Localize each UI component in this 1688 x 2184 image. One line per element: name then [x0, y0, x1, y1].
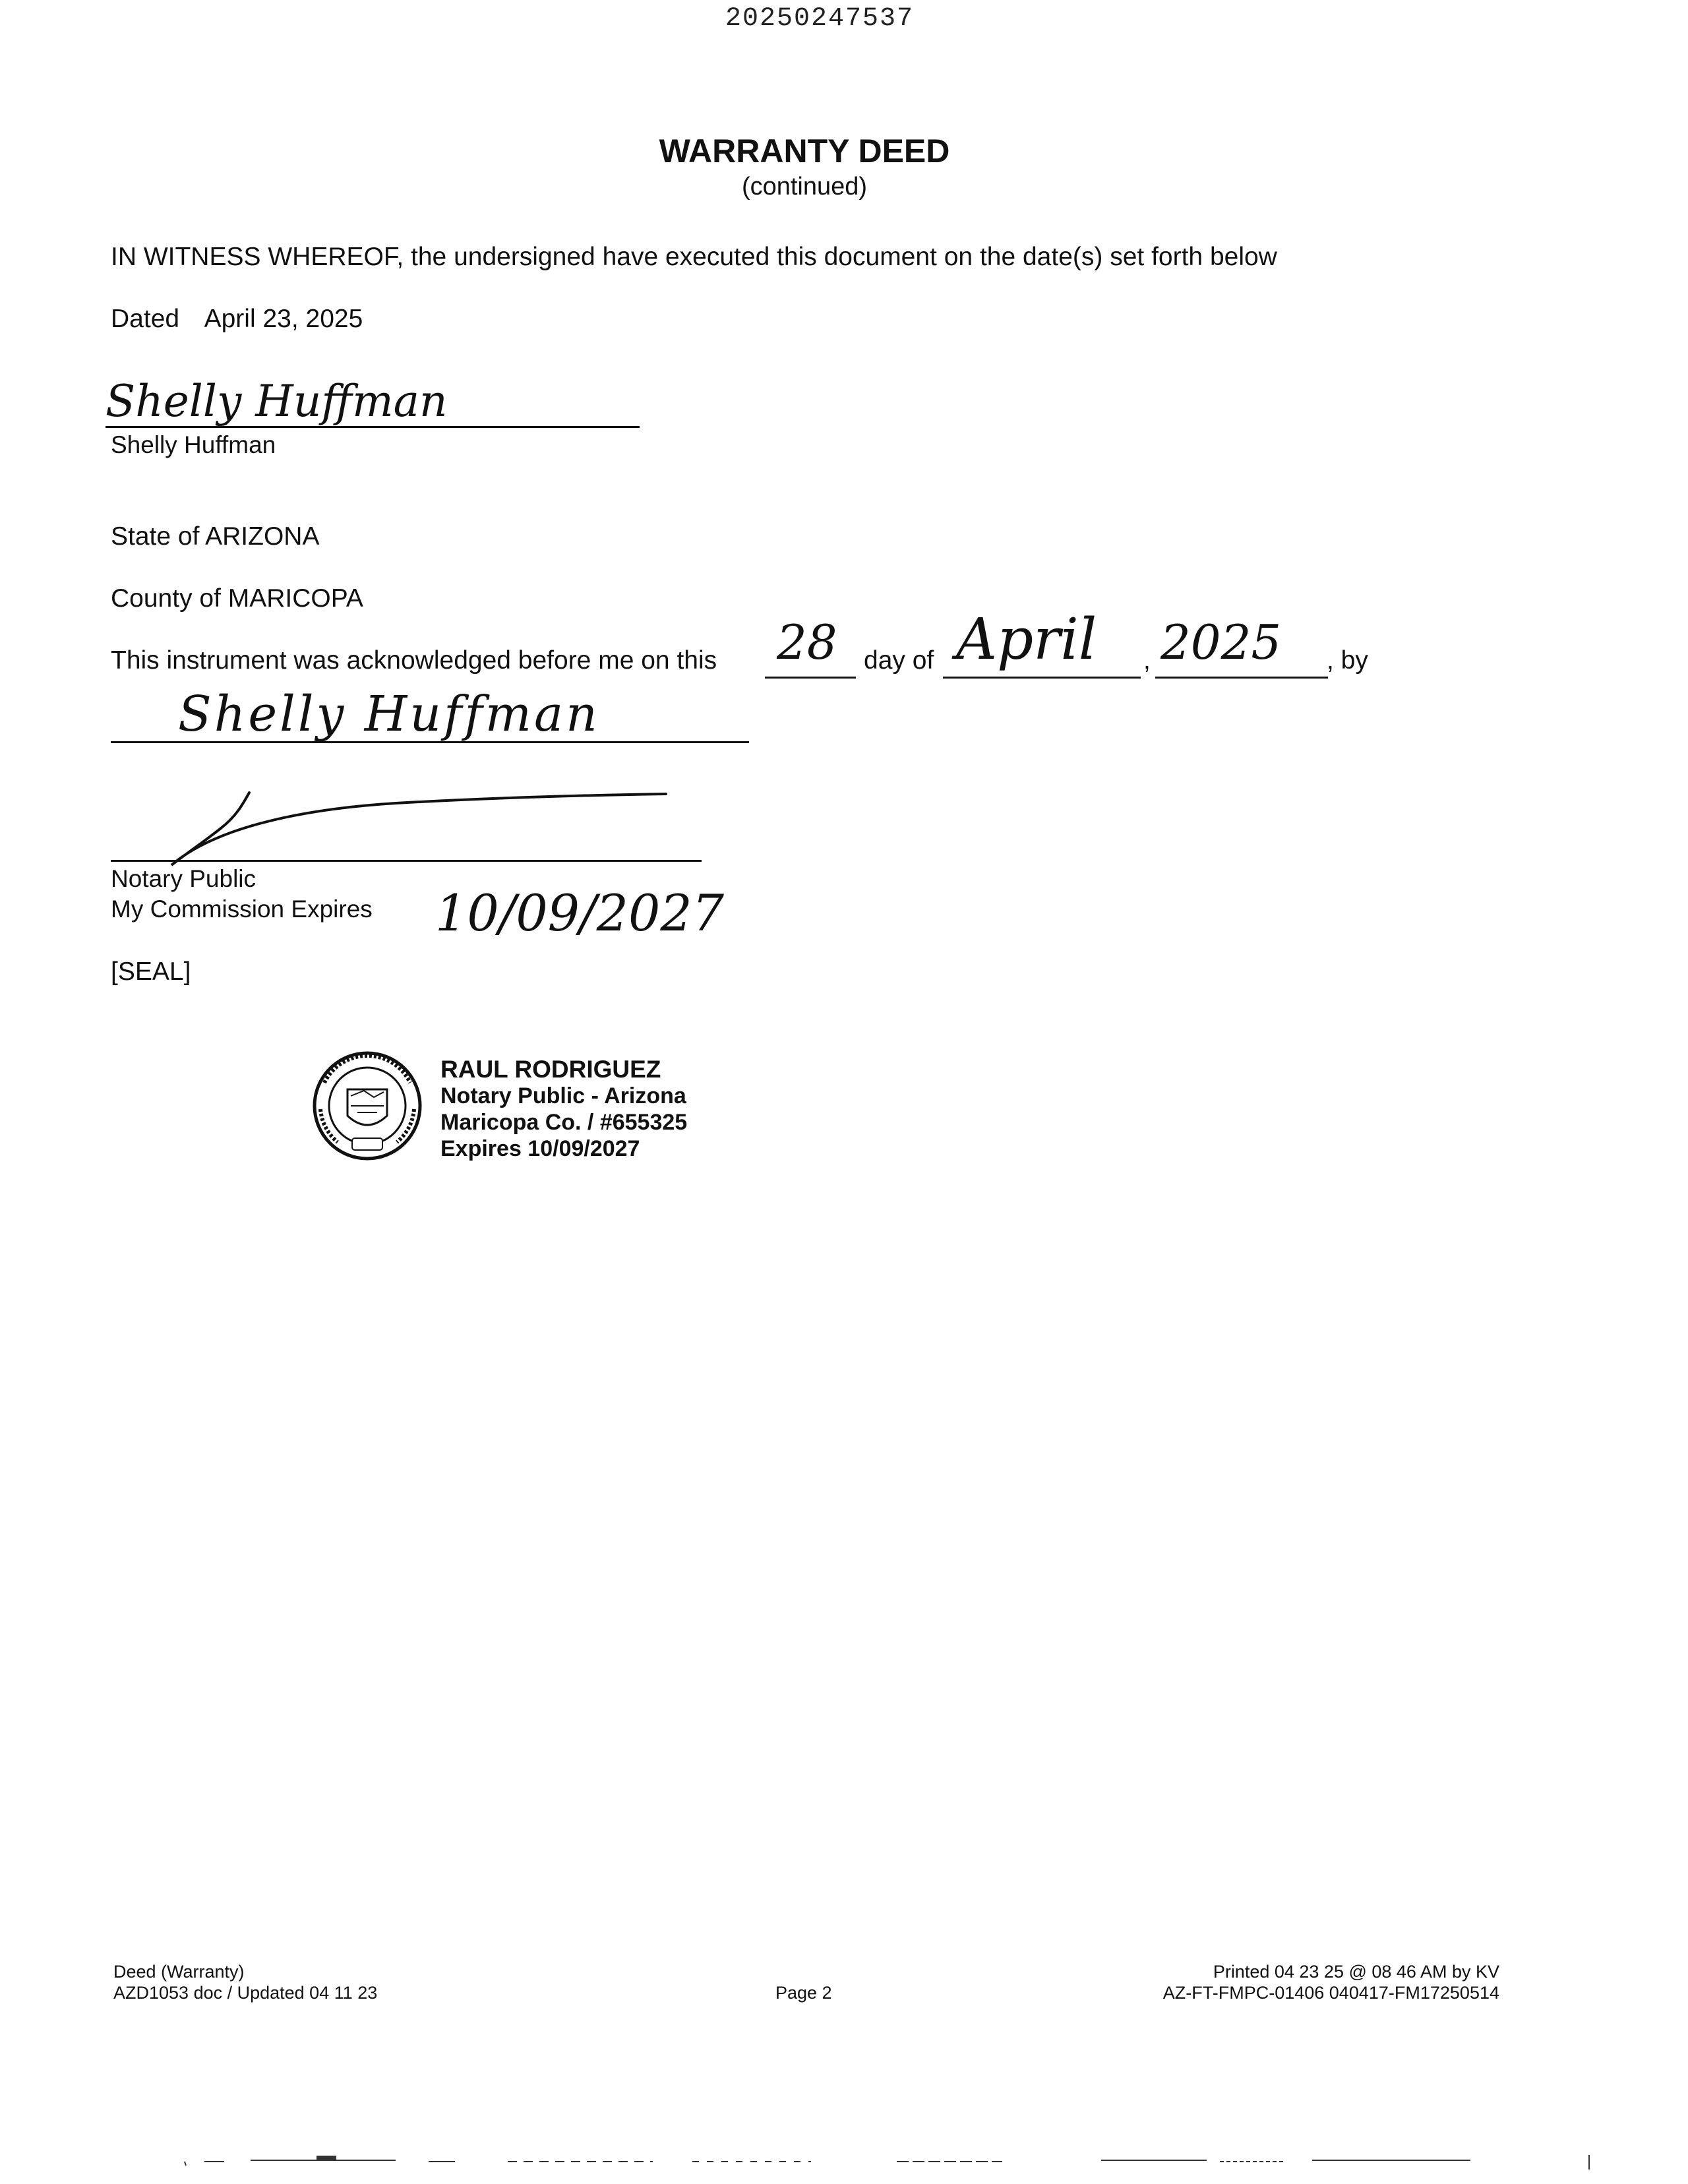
- footer-order-code: AZ-FT-FMPC-01406 040417-FM17250514: [1162, 1983, 1499, 2003]
- stamp-notary-name: RAUL RODRIGUEZ: [440, 1056, 661, 1083]
- year-handwritten: 2025: [1160, 615, 1282, 670]
- month-comma: ,: [1143, 646, 1151, 675]
- day-blank-line: [765, 677, 856, 679]
- footer-left: [113, 1961, 377, 2003]
- seal-label: [SEAL]: [111, 957, 191, 986]
- recording-number: 20250247537: [725, 4, 915, 34]
- grantor-signature: Shelly Huffman: [106, 376, 448, 427]
- dated-line: [111, 305, 363, 334]
- notary-stamp-text: [440, 1056, 687, 1162]
- acknowledgment-text: This instrument was acknowledged before me on this: [111, 646, 717, 675]
- notary-public-label: Notary Public: [111, 865, 256, 892]
- footer-page-number: Page 2: [775, 1983, 832, 2003]
- signer-name-handwritten: Shelly Huffman: [178, 686, 600, 743]
- footer-right: [1055, 1961, 1499, 2003]
- dated-label: Dated: [111, 305, 180, 333]
- dated-value: April 23, 2025: [204, 305, 363, 333]
- stamp-expires: Expires 10/09/2027: [440, 1136, 640, 1161]
- signer-name-line: [111, 741, 749, 743]
- by-text: , by: [1327, 646, 1368, 675]
- county-line: County of MARICOPA: [111, 584, 363, 613]
- month-handwritten: April: [956, 607, 1097, 673]
- notary-signature-mark: [158, 785, 686, 870]
- notary-signature-line: [111, 860, 702, 862]
- scan-artifact-marks: [178, 2152, 1596, 2172]
- document-subtitle: (continued): [741, 173, 868, 200]
- day-of-text: day of: [864, 646, 934, 675]
- commission-expires-label: My Commission Expires: [111, 895, 373, 923]
- document-title: WARRANTY DEED: [659, 133, 950, 169]
- stamp-notary-title: Notary Public - Arizona: [440, 1083, 686, 1108]
- state-line: State of ARIZONA: [111, 522, 320, 551]
- witness-clause: IN WITNESS WHEREOF, the undersigned have executed this document on the date(s) set forth below: [111, 243, 1277, 271]
- footer-printed-stamp: Printed 04 23 25 @ 08 46 AM by KV: [1213, 1962, 1499, 1982]
- commission-date-handwritten: 10/09/2027: [435, 884, 725, 942]
- year-blank-line: [1155, 677, 1328, 679]
- footer-form-code: AZD1053 doc / Updated 04 11 23: [113, 1983, 378, 2003]
- grantor-printed-name: Shelly Huffman: [111, 431, 276, 458]
- day-handwritten: 28: [777, 615, 837, 670]
- state-seal-emblem: [311, 1050, 423, 1162]
- month-blank-line: [943, 677, 1141, 679]
- stamp-county-number: Maricopa Co. / #655325: [440, 1110, 688, 1135]
- footer-form-name: Deed (Warranty): [113, 1962, 245, 1982]
- grantor-signature-line: [106, 426, 640, 428]
